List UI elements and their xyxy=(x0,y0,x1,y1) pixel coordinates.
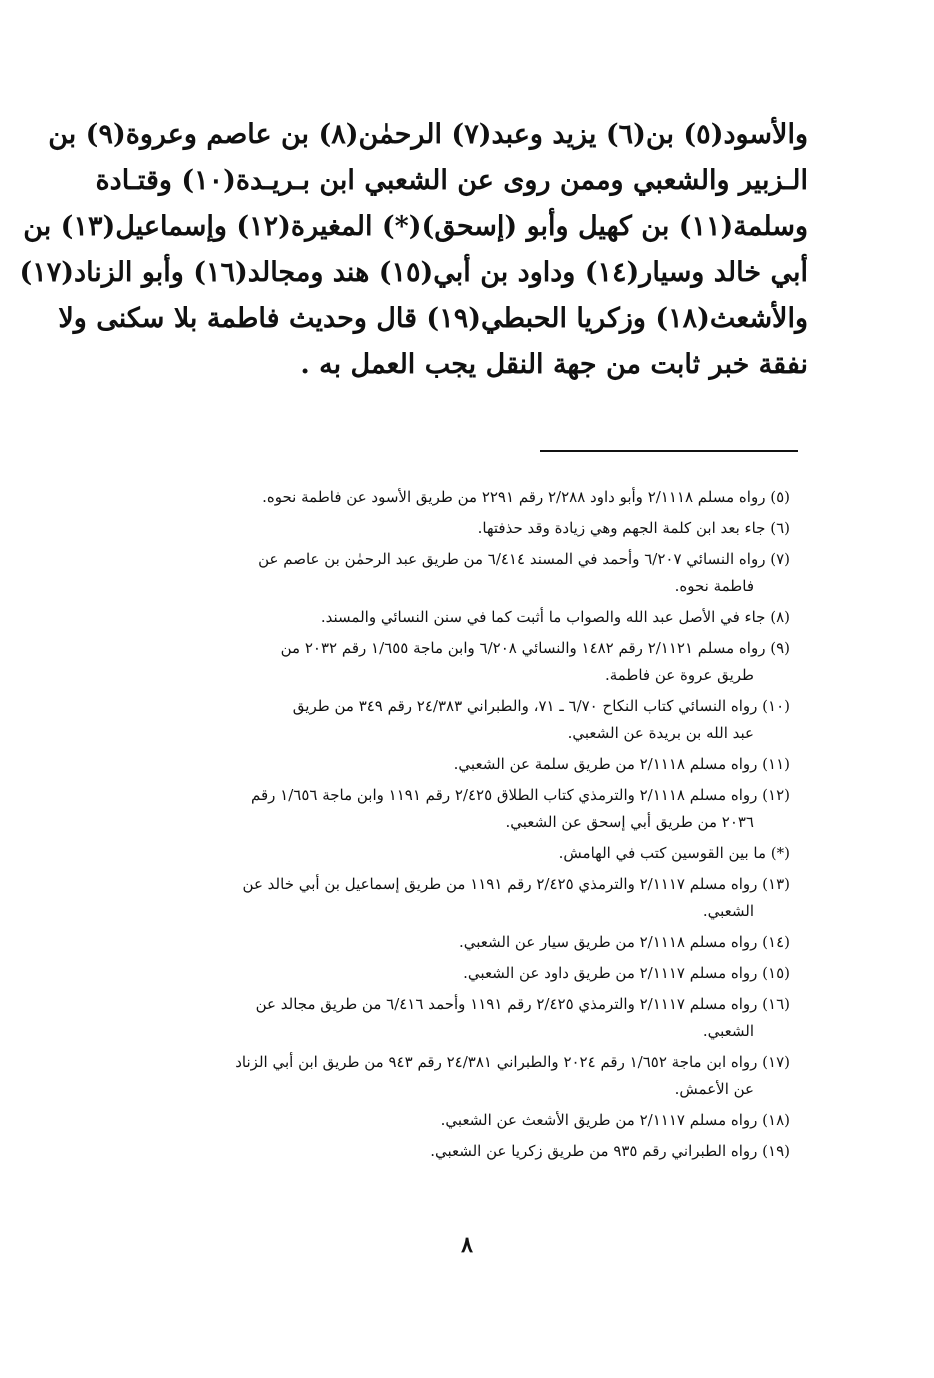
footnote-continuation-line: ٢٠٣٦ من طريق أبي إسحق عن الشعبي. xyxy=(505,813,754,831)
footnote-line: (١٨) رواه مسلم ٢/١١١٧ من طريق الأشعث عن الشعبي. xyxy=(440,1111,790,1129)
footnote-continuation-line: عن الأعمش. xyxy=(674,1080,754,1098)
footnote-line: (١٤) رواه مسلم ٢/١١١٨ من طريق سيار عن الشعبي. xyxy=(459,933,790,951)
page-number: ٨ xyxy=(461,1232,473,1258)
footnote-continuation-line: الشعبي. xyxy=(702,902,754,920)
footnote-line: (٦) جاء بعد ابن كلمة الجهم وهي زيادة وقد حذفتها. xyxy=(477,519,790,537)
footnote-line: (٨) جاء في الأصل عبد الله والصواب ما أثبت كما في سنن النسائي والمسند. xyxy=(320,608,790,626)
footnote-line: (١٢) رواه مسلم ٢/١١١٨ والترمذي كتاب الطلاق ٢/٤٢٥ رقم ١١٩١ وابن ماجة ١/٦٥٦ رقم xyxy=(250,786,790,804)
footnote-line: (١٩) رواه الطبراني رقم ٩٣٥ من طريق زكريا عن الشعبي. xyxy=(430,1142,790,1160)
footnote-line: (٩) رواه مسلم ٢/١١٢١ رقم ١٤٨٢ والنسائي ٦/٢٠٨ وابن ماجة ١/٦٥٥ رقم ٢٠٣٢ من xyxy=(280,639,790,657)
footnote-line: (١٠) رواه النسائي كتاب النكاح ٦/٧٠ ـ ٧١، والطبراني ٢٤/٣٨٣ رقم ٣٤٩ من طريق xyxy=(292,697,790,715)
main-text-body xyxy=(19,112,808,388)
main-text-line: وسلمة(١١) بن كهيل وأبو (إسحق)(*) المغيرة(١٢) وإسماعيل(١٣) بن xyxy=(23,211,808,242)
main-text-line: والأسود(٥) بن(٦) يزيد وعبد(٧) الرحمٰن(٨) بن عاصم وعروة(٩) بن xyxy=(48,119,808,150)
footnotes-section xyxy=(130,484,790,1165)
main-text-line: الـزبير والشعبي وممن روى عن الشعبي ابن بـريـدة(١٠) وقتـادة xyxy=(95,165,808,196)
footnote-line: (١١) رواه مسلم ٢/١١١٨ من طريق سلمة عن الشعبي. xyxy=(453,755,790,773)
footnote-line: (٧) رواه النسائي ٦/٢٠٧ وأحمد في المسند ٦/٤١٤ من طريق عبد الرحمٰن بن عاصم عن xyxy=(258,550,790,568)
footnote-continuation-line: الشعبي. xyxy=(702,1022,754,1040)
main-text-line: والأشعث(١٨) وزكريا الحبطي(١٩) قال وحديث فاطمة بلا سكنى ولا xyxy=(58,303,808,334)
footnote-continuation-line: عبد الله بن بريدة عن الشعبي. xyxy=(567,724,754,742)
footnote-continuation-line: فاطمة نحوه. xyxy=(674,577,754,595)
footnote-line: (١٥) رواه مسلم ٢/١١١٧ من طريق داود عن الشعبي. xyxy=(463,964,790,982)
footnote-line: (١٧) رواه ابن ماجة ١/٦٥٢ رقم ٢٠٢٤ والطبراني ٢٤/٣٨١ رقم ٩٤٣ من طريق ابن أبي الزناد xyxy=(235,1053,790,1071)
footnote-separator-rule xyxy=(540,450,798,452)
footnote-continuation-line: طريق عروة عن فاطمة. xyxy=(604,666,754,684)
footnote-line: (١٦) رواه مسلم ٢/١١١٧ والترمذي ٢/٤٢٥ رقم ١١٩١ وأحمد ٦/٤١٦ من طريق مجالد عن xyxy=(255,995,790,1013)
main-text-line: نفقة خبر ثابت من جهة النقل يجب العمل به . xyxy=(300,349,808,380)
footnote-line: (*) ما بين القوسين كتب في الهامش. xyxy=(558,844,790,862)
main-text-line: أبي خالد وسيار(١٤) وداود بن أبي(١٥) هند ومجالد(١٦) وأبو الزناد(١٧) xyxy=(19,257,808,288)
footnote-line: (١٣) رواه مسلم ٢/١١١٧ والترمذي ٢/٤٢٥ رقم ١١٩١ من طريق إسماعيل بن أبي خالد عن xyxy=(242,875,790,893)
footnote-line: (٥) رواه مسلم ٢/١١١٨ وأبو داود ٢/٢٨٨ رقم ٢٢٩١ من طريق الأسود عن فاطمة نحوه. xyxy=(262,488,790,506)
